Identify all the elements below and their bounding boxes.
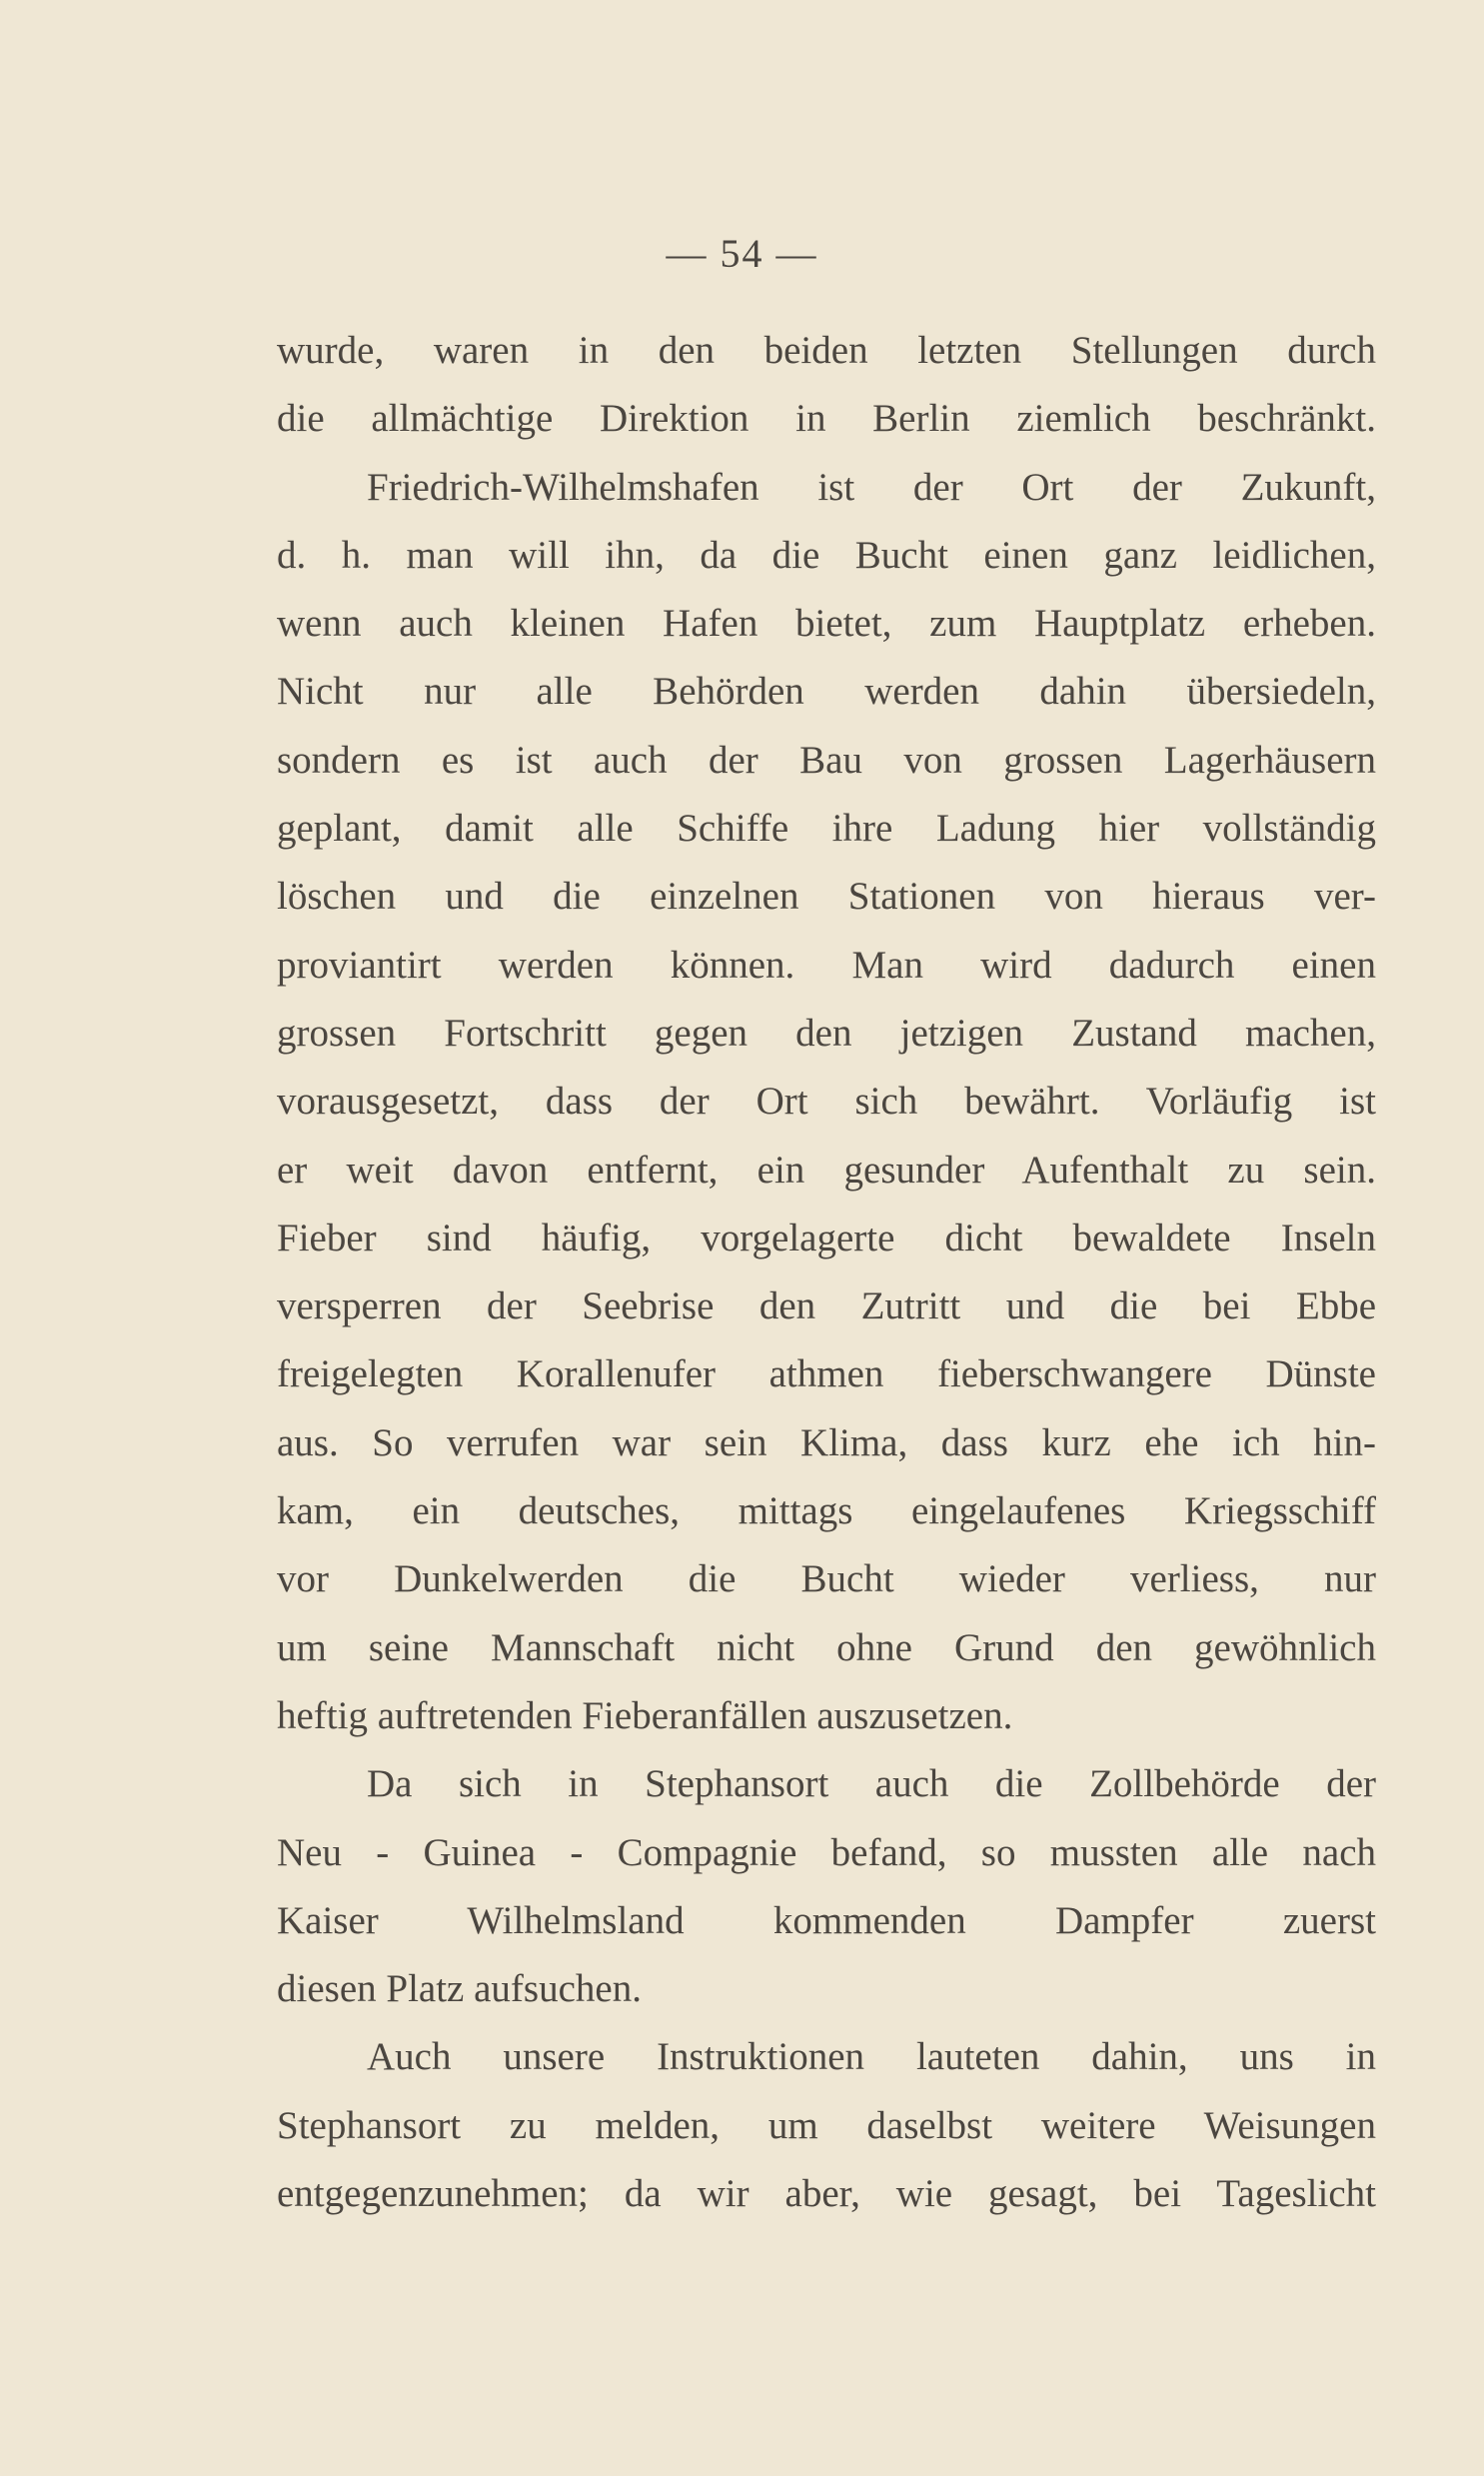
text-line: Neu - Guinea - Compagnie befand, so mussten alle nach bbox=[277, 1830, 1376, 1874]
text-line: kam, ein deutsches, mittags eingelaufenes Kriegsschiff bbox=[277, 1489, 1376, 1533]
body-text bbox=[277, 317, 1376, 2228]
text-line: Kaiser Wilhelmsland kommenden Dampfer zuerst bbox=[277, 1898, 1376, 1942]
text-line: freigelegten Korallenufer athmen fieberschwangere Dünste bbox=[277, 1352, 1376, 1396]
text-line: versperren der Seebrise den Zutritt und die bei Ebbe bbox=[277, 1284, 1376, 1328]
text-line: wenn auch kleinen Hafen bietet, zum Hauptplatz erheben. bbox=[277, 602, 1376, 646]
page-number: — 54 — bbox=[666, 231, 818, 276]
text-line: vor Dunkelwerden die Bucht wieder verliess, nur bbox=[277, 1557, 1376, 1601]
text-line: entgegenzunehmen; da wir aber, wie gesagt, bei Tageslicht bbox=[277, 2172, 1376, 2216]
text-line: löschen und die einzelnen Stationen von hieraus ver- bbox=[277, 875, 1376, 919]
text-line: proviantirt werden können. Man wird dadurch einen bbox=[277, 943, 1376, 987]
text-line: heftig auftretenden Fieberanfällen auszusetzen. bbox=[277, 1693, 1013, 1737]
text-line: Auch unsere Instruktionen lauteten dahin, uns in bbox=[367, 2035, 1376, 2079]
text-line: geplant, damit alle Schiffe ihre Ladung hier vollständig bbox=[277, 807, 1376, 851]
text-line: um seine Mannschaft nicht ohne Grund den gewöhnlich bbox=[277, 1625, 1376, 1669]
text-line: Stephansort zu melden, um daselbst weitere Weisungen bbox=[277, 2103, 1376, 2147]
text-line: wurde, waren in den beiden letzten Stellungen durch bbox=[277, 329, 1376, 372]
text-line: vorausgesetzt, dass der Ort sich bewährt. Vorläufig ist bbox=[277, 1080, 1376, 1124]
text-line: diesen Platz aufsuchen. bbox=[277, 1967, 642, 2011]
text-line: Nicht nur alle Behörden werden dahin übersiedeln, bbox=[277, 670, 1376, 714]
text-line: grossen Fortschritt gegen den jetzigen Zustand machen, bbox=[277, 1011, 1376, 1055]
text-line: er weit davon entfernt, ein gesunder Aufenthalt zu sein. bbox=[277, 1148, 1376, 1192]
text-line: die allmächtige Direktion in Berlin ziemlich beschränkt. bbox=[277, 397, 1376, 441]
text-line: sondern es ist auch der Bau von grossen Lagerhäusern bbox=[277, 738, 1376, 782]
text-line: Da sich in Stephansort auch die Zollbehörde der bbox=[367, 1762, 1376, 1806]
text-line: aus. So verrufen war sein Klima, dass kurz ehe ich hin- bbox=[277, 1420, 1376, 1464]
text-line: Fieber sind häufig, vorgelagerte dicht bewaldete Inseln bbox=[277, 1216, 1376, 1259]
text-line: Friedrich-Wilhelmshafen ist der Ort der Zukunft, bbox=[367, 465, 1376, 509]
text-line: d. h. man will ihn, da die Bucht einen ganz leidlichen, bbox=[277, 533, 1376, 577]
